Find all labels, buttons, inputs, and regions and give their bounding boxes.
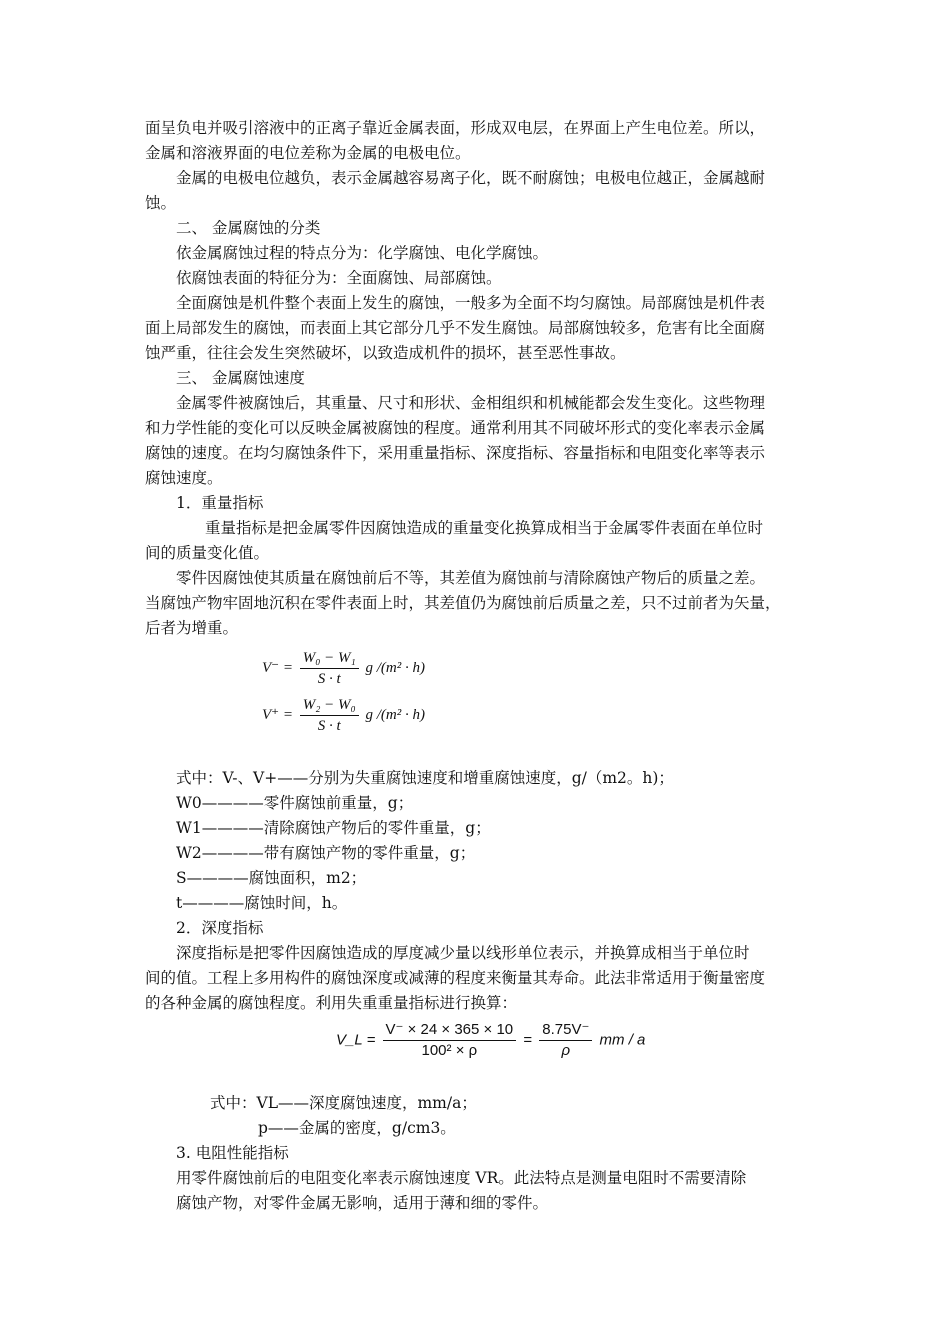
fraction-denominator: S · t <box>317 671 341 687</box>
formula-lhs: V⁺ = <box>262 706 293 723</box>
subsection-heading: 3. 电阻性能指标 <box>176 1144 289 1162</box>
formula-weight-loss <box>262 650 425 687</box>
paragraph-line: 依腐蚀表面的特征分为：全面腐蚀、局部腐蚀。 <box>176 269 502 287</box>
fraction <box>383 1022 517 1059</box>
paragraph-line: 深度指标是把零件因腐蚀造成的厚度减少量以线形单位表示，并换算成相当于单位时 <box>176 944 750 962</box>
definition-line: W0————零件腐蚀前重量，g； <box>176 794 414 812</box>
paragraph-line: 腐蚀的速度。在均匀腐蚀条件下，采用重量指标、深度指标、容量指标和电阻变化率等表示 <box>145 444 766 462</box>
paragraph-line: 和力学性能的变化可以反映金属被腐蚀的程度。通常利用其不同破坏形式的变化率表示金属 <box>145 419 766 437</box>
fraction-numerator: 8.75V⁻ <box>539 1022 592 1041</box>
section-heading: 二、 金属腐蚀的分类 <box>176 219 321 237</box>
fraction-denominator: ρ <box>561 1042 571 1059</box>
formula-lhs: V_L = <box>336 1031 376 1049</box>
definition-line: W2————带有腐蚀产物的零件重量，g； <box>176 844 476 862</box>
formula-unit: g /(m² · h) <box>365 706 425 723</box>
definition-line: t————腐蚀时间，h。 <box>176 894 348 912</box>
paragraph-line: 零件因腐蚀使其质量在腐蚀前后不等，其差值为腐蚀前与清除腐蚀产物后的质量之差。 <box>176 569 766 587</box>
fraction-numerator: V⁻ × 24 × 365 × 10 <box>383 1022 517 1041</box>
definition-line: W1————清除腐蚀产物后的零件重量，g； <box>176 819 491 837</box>
formula-weight-gain <box>262 697 425 734</box>
paragraph-line: 面上局部发生的腐蚀，而表面上其它部分几乎不发生腐蚀。局部腐蚀较多，危害有比全面腐 <box>145 319 766 337</box>
paragraph-line: 的各种金属的腐蚀程度。利用失重重量指标进行换算： <box>145 994 518 1012</box>
fraction-numerator: W₀ − W₁ <box>300 650 359 669</box>
paragraph-line: 当腐蚀产物牢固地沉积在零件表面上时，其差值仍为腐蚀前后质量之差，只不过前者为矢量， <box>145 594 781 612</box>
equals-sign: = <box>523 1031 533 1049</box>
fraction <box>300 650 359 687</box>
paragraph-line: 间的质量变化值。 <box>145 544 270 562</box>
subsection-heading: 1．重量指标 <box>176 494 264 512</box>
paragraph-line: 后者为增重。 <box>145 619 239 637</box>
paragraph-line: 面呈负电并吸引溶液中的正离子靠近金属表面，形成双电层，在界面上产生电位差。所以， <box>145 119 766 137</box>
fraction <box>539 1022 592 1059</box>
formula-unit: mm / a <box>599 1031 646 1049</box>
fraction-numerator: W₂ − W₀ <box>300 697 359 716</box>
fraction-denominator: 100² × ρ <box>421 1042 478 1059</box>
paragraph-line: 式中：V-、V+——分别为失重腐蚀速度和增重腐蚀速度，g/（m2。h)； <box>176 769 674 787</box>
paragraph-line: 腐蚀速度。 <box>145 469 223 487</box>
formula-lhs: V⁻ = <box>262 659 293 676</box>
paragraph-line: 蚀。 <box>145 194 177 212</box>
definition-line: 式中：VL——深度腐蚀速度，mm/a； <box>210 1094 477 1112</box>
formula-unit: g /(m² · h) <box>365 659 425 676</box>
formula-depth-rate <box>336 1022 645 1059</box>
fraction <box>300 697 359 734</box>
paragraph-line: 依金属腐蚀过程的特点分为：化学腐蚀、电化学腐蚀。 <box>176 244 549 262</box>
definition-line: p——金属的密度，g/cm3。 <box>258 1119 456 1137</box>
section-heading: 三、 金属腐蚀速度 <box>176 369 305 387</box>
fraction-denominator: S · t <box>317 718 341 734</box>
paragraph-line: 蚀严重，往往会发生突然破坏，以致造成机件的损坏，甚至恶性事故。 <box>145 344 626 362</box>
paragraph-line: 金属的电极电位越负，表示金属越容易离子化，既不耐腐蚀；电极电位越正，金属越耐 <box>176 169 766 187</box>
paragraph-line: 金属零件被腐蚀后，其重量、尺寸和形状、金相组织和机械能都会发生变化。这些物理 <box>176 394 766 412</box>
paragraph-line: 全面腐蚀是机件整个表面上发生的腐蚀，一般多为全面不均匀腐蚀。局部腐蚀是机件表 <box>176 294 766 312</box>
paragraph-line: 金属和溶液界面的电位差称为金属的电极电位。 <box>145 144 471 162</box>
subsection-heading: 2．深度指标 <box>176 919 264 937</box>
definition-line: S————腐蚀面积，m2； <box>176 869 367 887</box>
paragraph-line: 腐蚀产物，对零件金属无影响，适用于薄和细的零件。 <box>176 1194 549 1212</box>
paragraph-line: 用零件腐蚀前后的电阻变化率表示腐蚀速度 VR。此法特点是测量电阻时不需要清除 <box>176 1169 747 1187</box>
paragraph-line: 间的值。工程上多用构件的腐蚀深度或减薄的程度来衡量其寿命。此法非常适用于衡量密度 <box>145 969 766 987</box>
paragraph-line: 重量指标是把金属零件因腐蚀造成的重量变化换算成相当于金属零件表面在单位时 <box>205 519 764 537</box>
